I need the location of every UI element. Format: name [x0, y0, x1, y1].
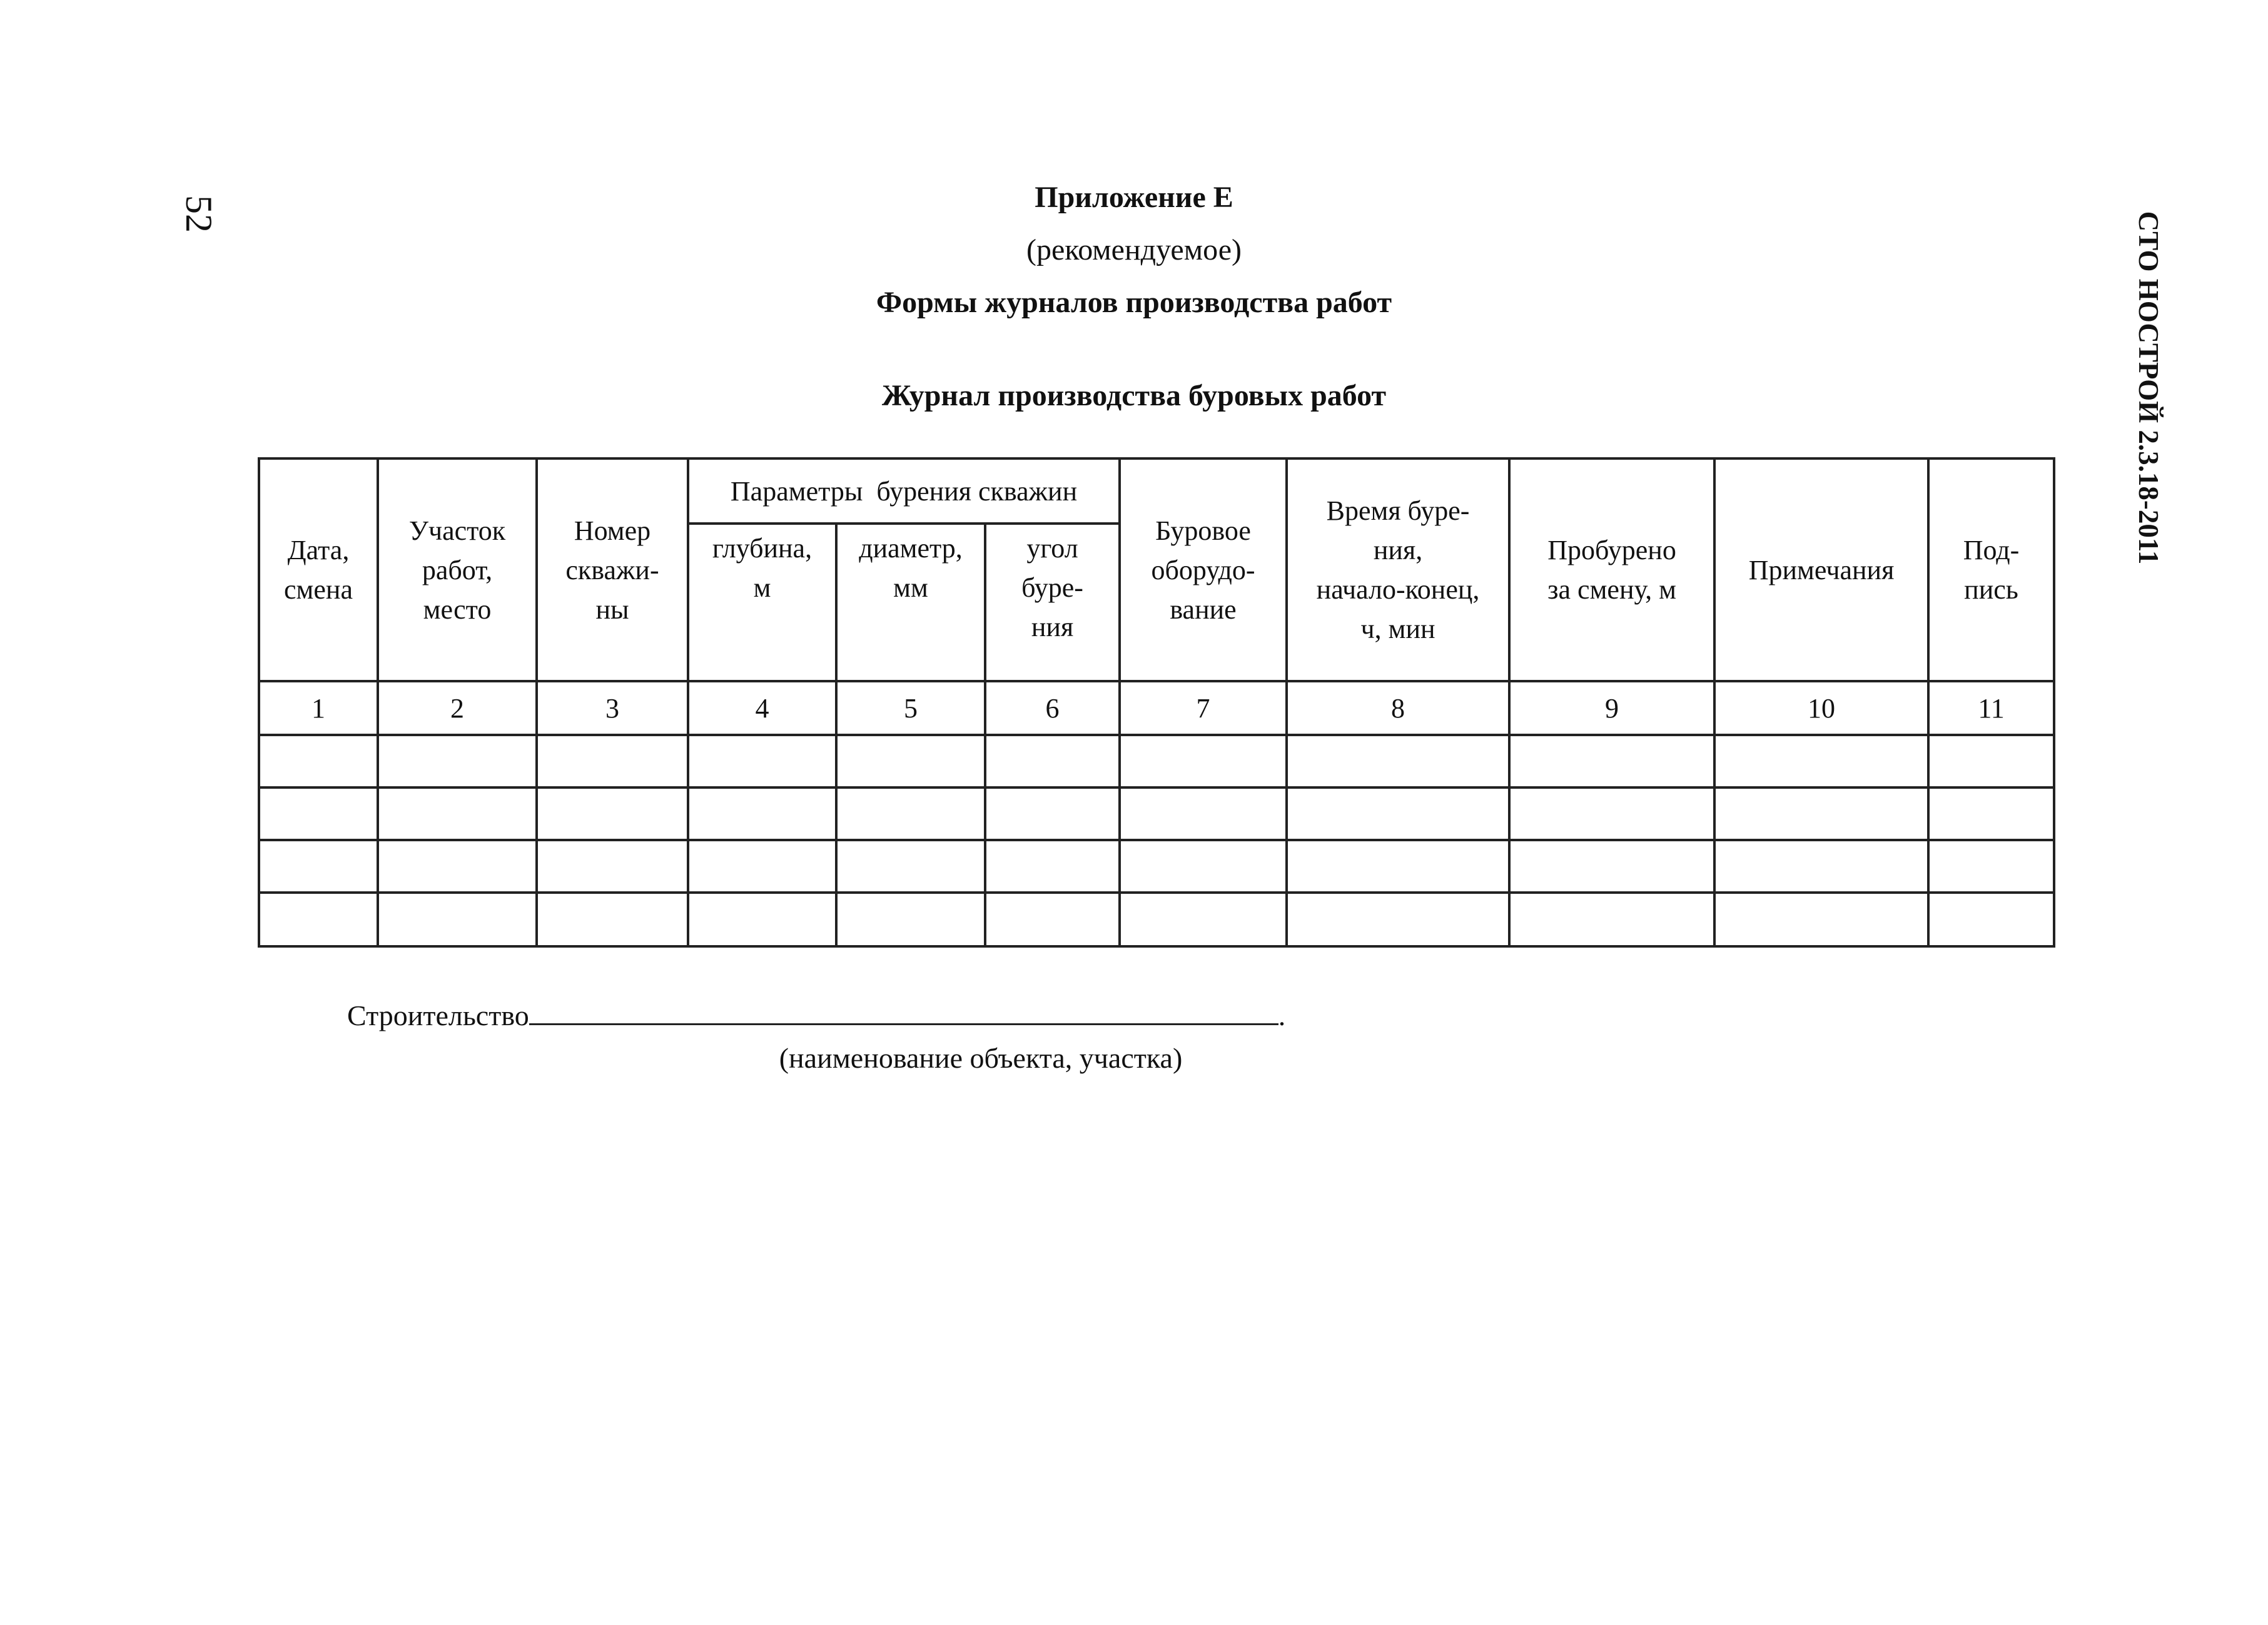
table-cell[interactable]: [985, 840, 1120, 893]
header-notes: Примечания: [1714, 458, 1928, 681]
column-number: 6: [985, 681, 1120, 735]
header-well-number: Номер скважи- ны: [537, 458, 688, 681]
table-cell[interactable]: [1120, 893, 1287, 946]
table-cell[interactable]: [537, 735, 688, 787]
table-cell[interactable]: [1509, 893, 1714, 946]
header-site: Участок работ, место: [378, 458, 537, 681]
table-cell[interactable]: [1509, 735, 1714, 787]
table-cell[interactable]: [1509, 840, 1714, 893]
construction-line: [347, 996, 1310, 1033]
table-cell[interactable]: [836, 840, 985, 893]
table-cell[interactable]: [259, 787, 378, 840]
table-cell[interactable]: [1928, 735, 2054, 787]
table-cell[interactable]: [1120, 787, 1287, 840]
table-cell[interactable]: [1714, 787, 1928, 840]
table-cell[interactable]: [688, 840, 836, 893]
column-number: 3: [537, 681, 688, 735]
construction-caption: (наименование объекта, участка): [779, 1042, 1183, 1074]
table-cell[interactable]: [259, 893, 378, 946]
header-drilling-time: Время буре- ния, начало-конец, ч, мин: [1287, 458, 1509, 681]
table-row: [259, 840, 2054, 893]
drilling-journal-table: [258, 457, 2055, 948]
table-row: [259, 787, 2054, 840]
table-cell[interactable]: [1287, 787, 1509, 840]
header-drilling-params: Параметры бурения скважин: [688, 458, 1120, 524]
table-cell[interactable]: [1287, 735, 1509, 787]
table-row: [259, 735, 2054, 787]
table-cell[interactable]: [378, 735, 537, 787]
column-number: 9: [1509, 681, 1714, 735]
table-cell[interactable]: [836, 735, 985, 787]
table-cell[interactable]: [259, 735, 378, 787]
table-cell[interactable]: [836, 893, 985, 946]
table-cell[interactable]: [985, 787, 1120, 840]
column-number: 8: [1287, 681, 1509, 735]
table-cell[interactable]: [1928, 893, 2054, 946]
construction-end: .: [1278, 1000, 1286, 1031]
table-cell[interactable]: [1287, 893, 1509, 946]
table-cell[interactable]: [1714, 735, 1928, 787]
column-number: 5: [836, 681, 985, 735]
table-cell[interactable]: [378, 840, 537, 893]
column-number: 1: [259, 681, 378, 735]
column-number: 4: [688, 681, 836, 735]
table-cell[interactable]: [1714, 840, 1928, 893]
journal-title: Журнал производства буровых работ: [881, 379, 1387, 412]
header-signature: Под- пись: [1928, 458, 2054, 681]
table-cell[interactable]: [537, 893, 688, 946]
table-cell[interactable]: [1928, 840, 2054, 893]
construction-name-blank[interactable]: [529, 996, 1278, 1025]
table-cell[interactable]: [1509, 787, 1714, 840]
column-number: 2: [378, 681, 537, 735]
header-angle: угол буре- ния: [985, 524, 1120, 681]
table-cell[interactable]: [836, 787, 985, 840]
column-number-row: [259, 681, 2054, 735]
table-cell[interactable]: [688, 893, 836, 946]
table-cell[interactable]: [1928, 787, 2054, 840]
construction-label: Строительство: [347, 1000, 529, 1031]
table-row: [259, 893, 2054, 946]
header-depth: глубина, м: [688, 524, 836, 681]
table-cell[interactable]: [259, 840, 378, 893]
table-cell[interactable]: [1120, 735, 1287, 787]
header-row-top: [259, 458, 2054, 524]
table-cell[interactable]: [378, 787, 537, 840]
page-number: 52: [178, 195, 220, 233]
appendix-status: (рекомендуемое): [1026, 233, 1242, 266]
table-cell[interactable]: [1714, 893, 1928, 946]
table-cell[interactable]: [985, 735, 1120, 787]
header-date-shift: Дата, смена: [259, 458, 378, 681]
section-title: Формы журналов производства работ: [876, 286, 1392, 319]
table-cell[interactable]: [985, 893, 1120, 946]
table-cell[interactable]: [537, 787, 688, 840]
column-number: 11: [1928, 681, 2054, 735]
table-cell[interactable]: [537, 840, 688, 893]
column-number: 7: [1120, 681, 1287, 735]
table-cell[interactable]: [688, 787, 836, 840]
header-equipment: Буровое оборудо- вание: [1120, 458, 1287, 681]
table-cell[interactable]: [1120, 840, 1287, 893]
table-cell[interactable]: [378, 893, 537, 946]
table-cell[interactable]: [688, 735, 836, 787]
appendix-title: Приложение Е: [1035, 181, 1233, 214]
header-diameter: диаметр, мм: [836, 524, 985, 681]
document-code: СТО НОСТРОЙ 2.3.18-2011: [2133, 211, 2164, 565]
header-drilled-per-shift: Пробурено за смену, м: [1509, 458, 1714, 681]
table-cell[interactable]: [1287, 840, 1509, 893]
column-number: 10: [1714, 681, 1928, 735]
